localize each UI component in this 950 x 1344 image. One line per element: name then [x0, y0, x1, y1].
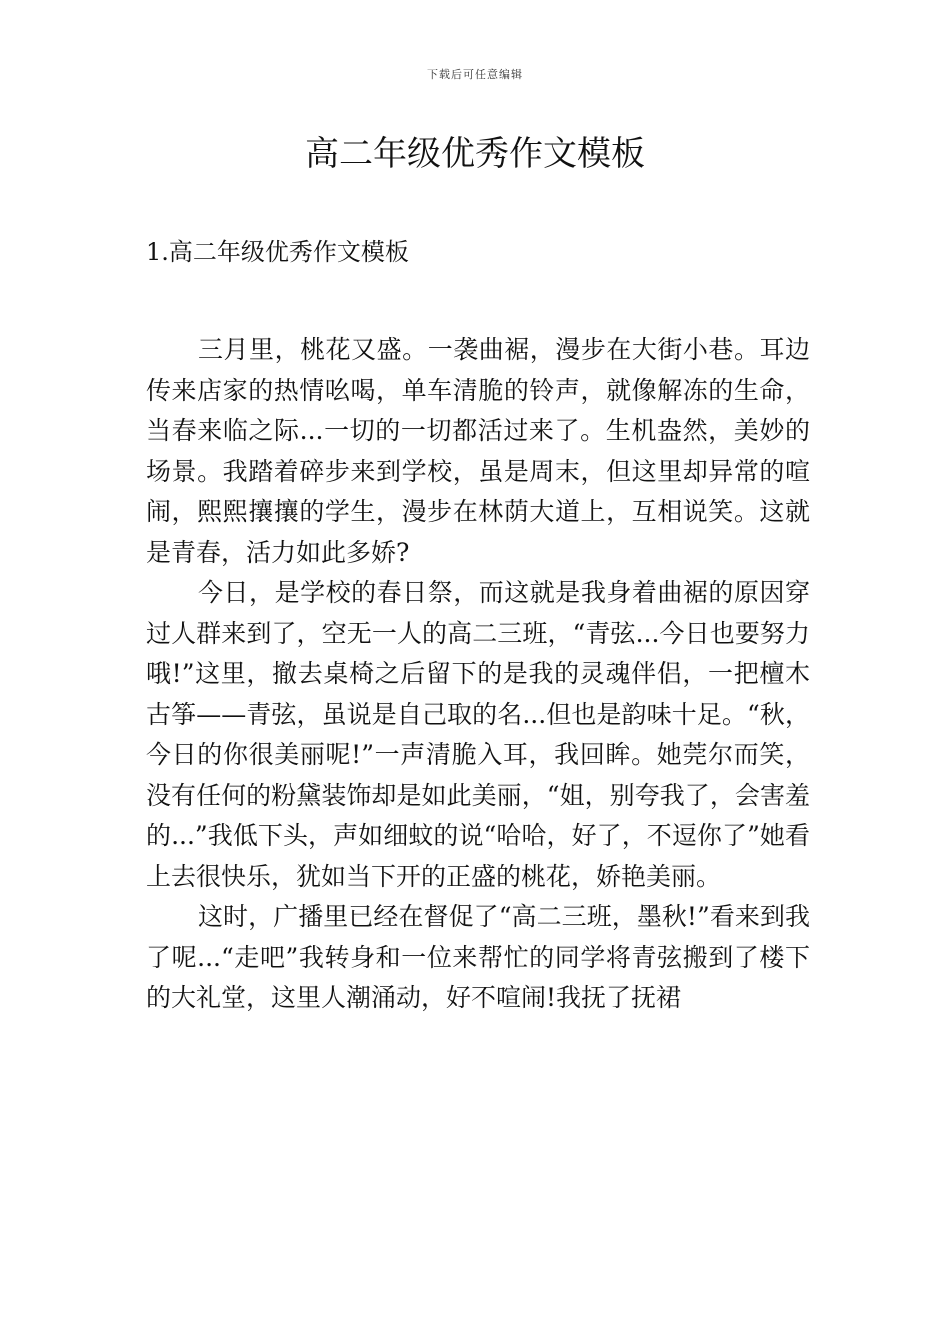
paragraph: 今日，是学校的春日祭，而这就是我身着曲裾的原因穿过人群来到了，空无一人的高二三班，“青弦...今日也要努力哦!”这里，撤去桌椅之后留下的是我的灵魂伴侣，一把檀木古筝——青弦，虽说是自己取的名...但也是韵味十足。“秋，今日的你很美丽呢!”一声清脆入耳，我回眸。她莞尔而笑，没有任何的粉黛装饰却是如此美丽，“姐，别夸我了，会害羞的...”我低下头，声如细蚊的说“哈哈，好了，不逗你了”她看上去很快乐，犹如当下开的正盛的桃花，娇艳美丽。	[146, 578, 810, 891]
paragraph: 三月里，桃花又盛。一袭曲裾，漫步在大街小巷。耳边传来店家的热情吆喝，单车清脆的铃声，就像解冻的生命，当春来临之际...一切的一切都活过来了。生机盎然，美妙的场景。我踏着碎步来到学校，虽是周末，但这里却异常的喧闹，熙熙攘攘的学生，漫步在林荫大道上，互相说笑。这就是青春，活力如此多娇?	[146, 335, 810, 567]
paragraph: 这时，广播里已经在督促了“高二三班，墨秋!”看来到我了呢...“走吧”我转身和一位来帮忙的同学将青弦搬到了楼下的大礼堂，这里人潮涌动，好不喧闹!我抚了抚裙	[146, 902, 810, 1012]
document-body	[146, 330, 810, 1019]
section-heading: 1.高二年级优秀作文模板	[146, 238, 409, 266]
document-title: 高二年级优秀作文模板	[305, 134, 645, 174]
header-note: 下载后可任意编辑	[427, 68, 523, 81]
